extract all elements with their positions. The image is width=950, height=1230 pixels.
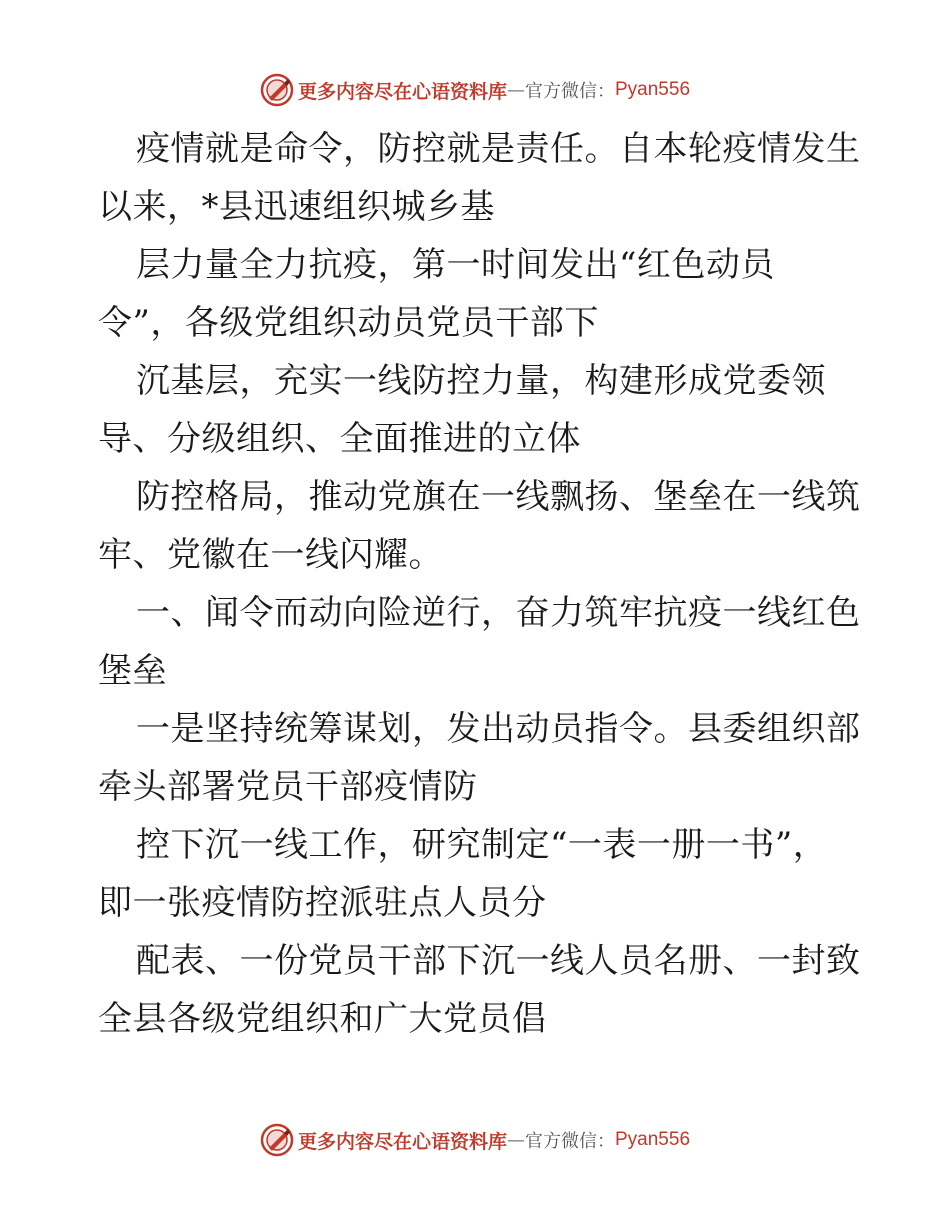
text-line: 即一张疫情防控派驻点人员分 (98, 883, 547, 923)
text-line: 牢、党徽在一线闪耀。 (98, 535, 443, 575)
header-dash: — (507, 79, 525, 101)
text-line: 防控格局，推动党旗在一线飘扬、堡垒在一线筑 (136, 477, 861, 517)
footer-dash: — (507, 1129, 525, 1151)
text-line: 一是坚持统筹谋划，发出动员指令。县委组织部 (136, 709, 861, 749)
brand-logo-icon (260, 1123, 294, 1157)
text-line: 沉基层，充实一线防控力量，构建形成党委领 (136, 361, 826, 401)
text-line: 令”，各级党组织动员党员干部下 (98, 303, 599, 343)
text-line: 控下沉一线工作，研究制定“一表一册一书”， (136, 825, 828, 865)
header-brand-text: 更多内容尽在心语资料库 (297, 80, 507, 103)
header-wechat-label: 官方微信： (525, 81, 615, 102)
text-line: 配表、一份党员干部下沉一线人员名册、一封致 (136, 941, 861, 981)
header-banner (0, 70, 950, 110)
text-line: 牵头部署党员干部疫情防 (98, 767, 478, 807)
text-line: 堡垒 (98, 651, 167, 691)
brand-logo-icon (260, 73, 294, 107)
footer-wechat-id: Pyan556 (615, 1129, 691, 1150)
text-line: 一、闻令而动向险逆行，奋力筑牢抗疫一线红色 (136, 593, 861, 633)
text-line: 以来，*县迅速组织城乡基 (98, 187, 495, 227)
text-line: 层力量全力抗疫，第一时间发出“红色动员 (136, 245, 775, 285)
header-wechat-id: Pyan556 (615, 79, 691, 100)
document-body (98, 120, 861, 1048)
footer-banner (0, 1120, 950, 1160)
text-line: 全县各级党组织和广大党员倡 (98, 999, 547, 1039)
text-line: 疫情就是命令，防控就是责任。自本轮疫情发生 (136, 129, 861, 169)
footer-brand-text: 更多内容尽在心语资料库 (297, 1130, 507, 1153)
text-line: 导、分级组织、全面推进的立体 (98, 419, 581, 459)
footer-wechat-label: 官方微信： (525, 1131, 615, 1152)
